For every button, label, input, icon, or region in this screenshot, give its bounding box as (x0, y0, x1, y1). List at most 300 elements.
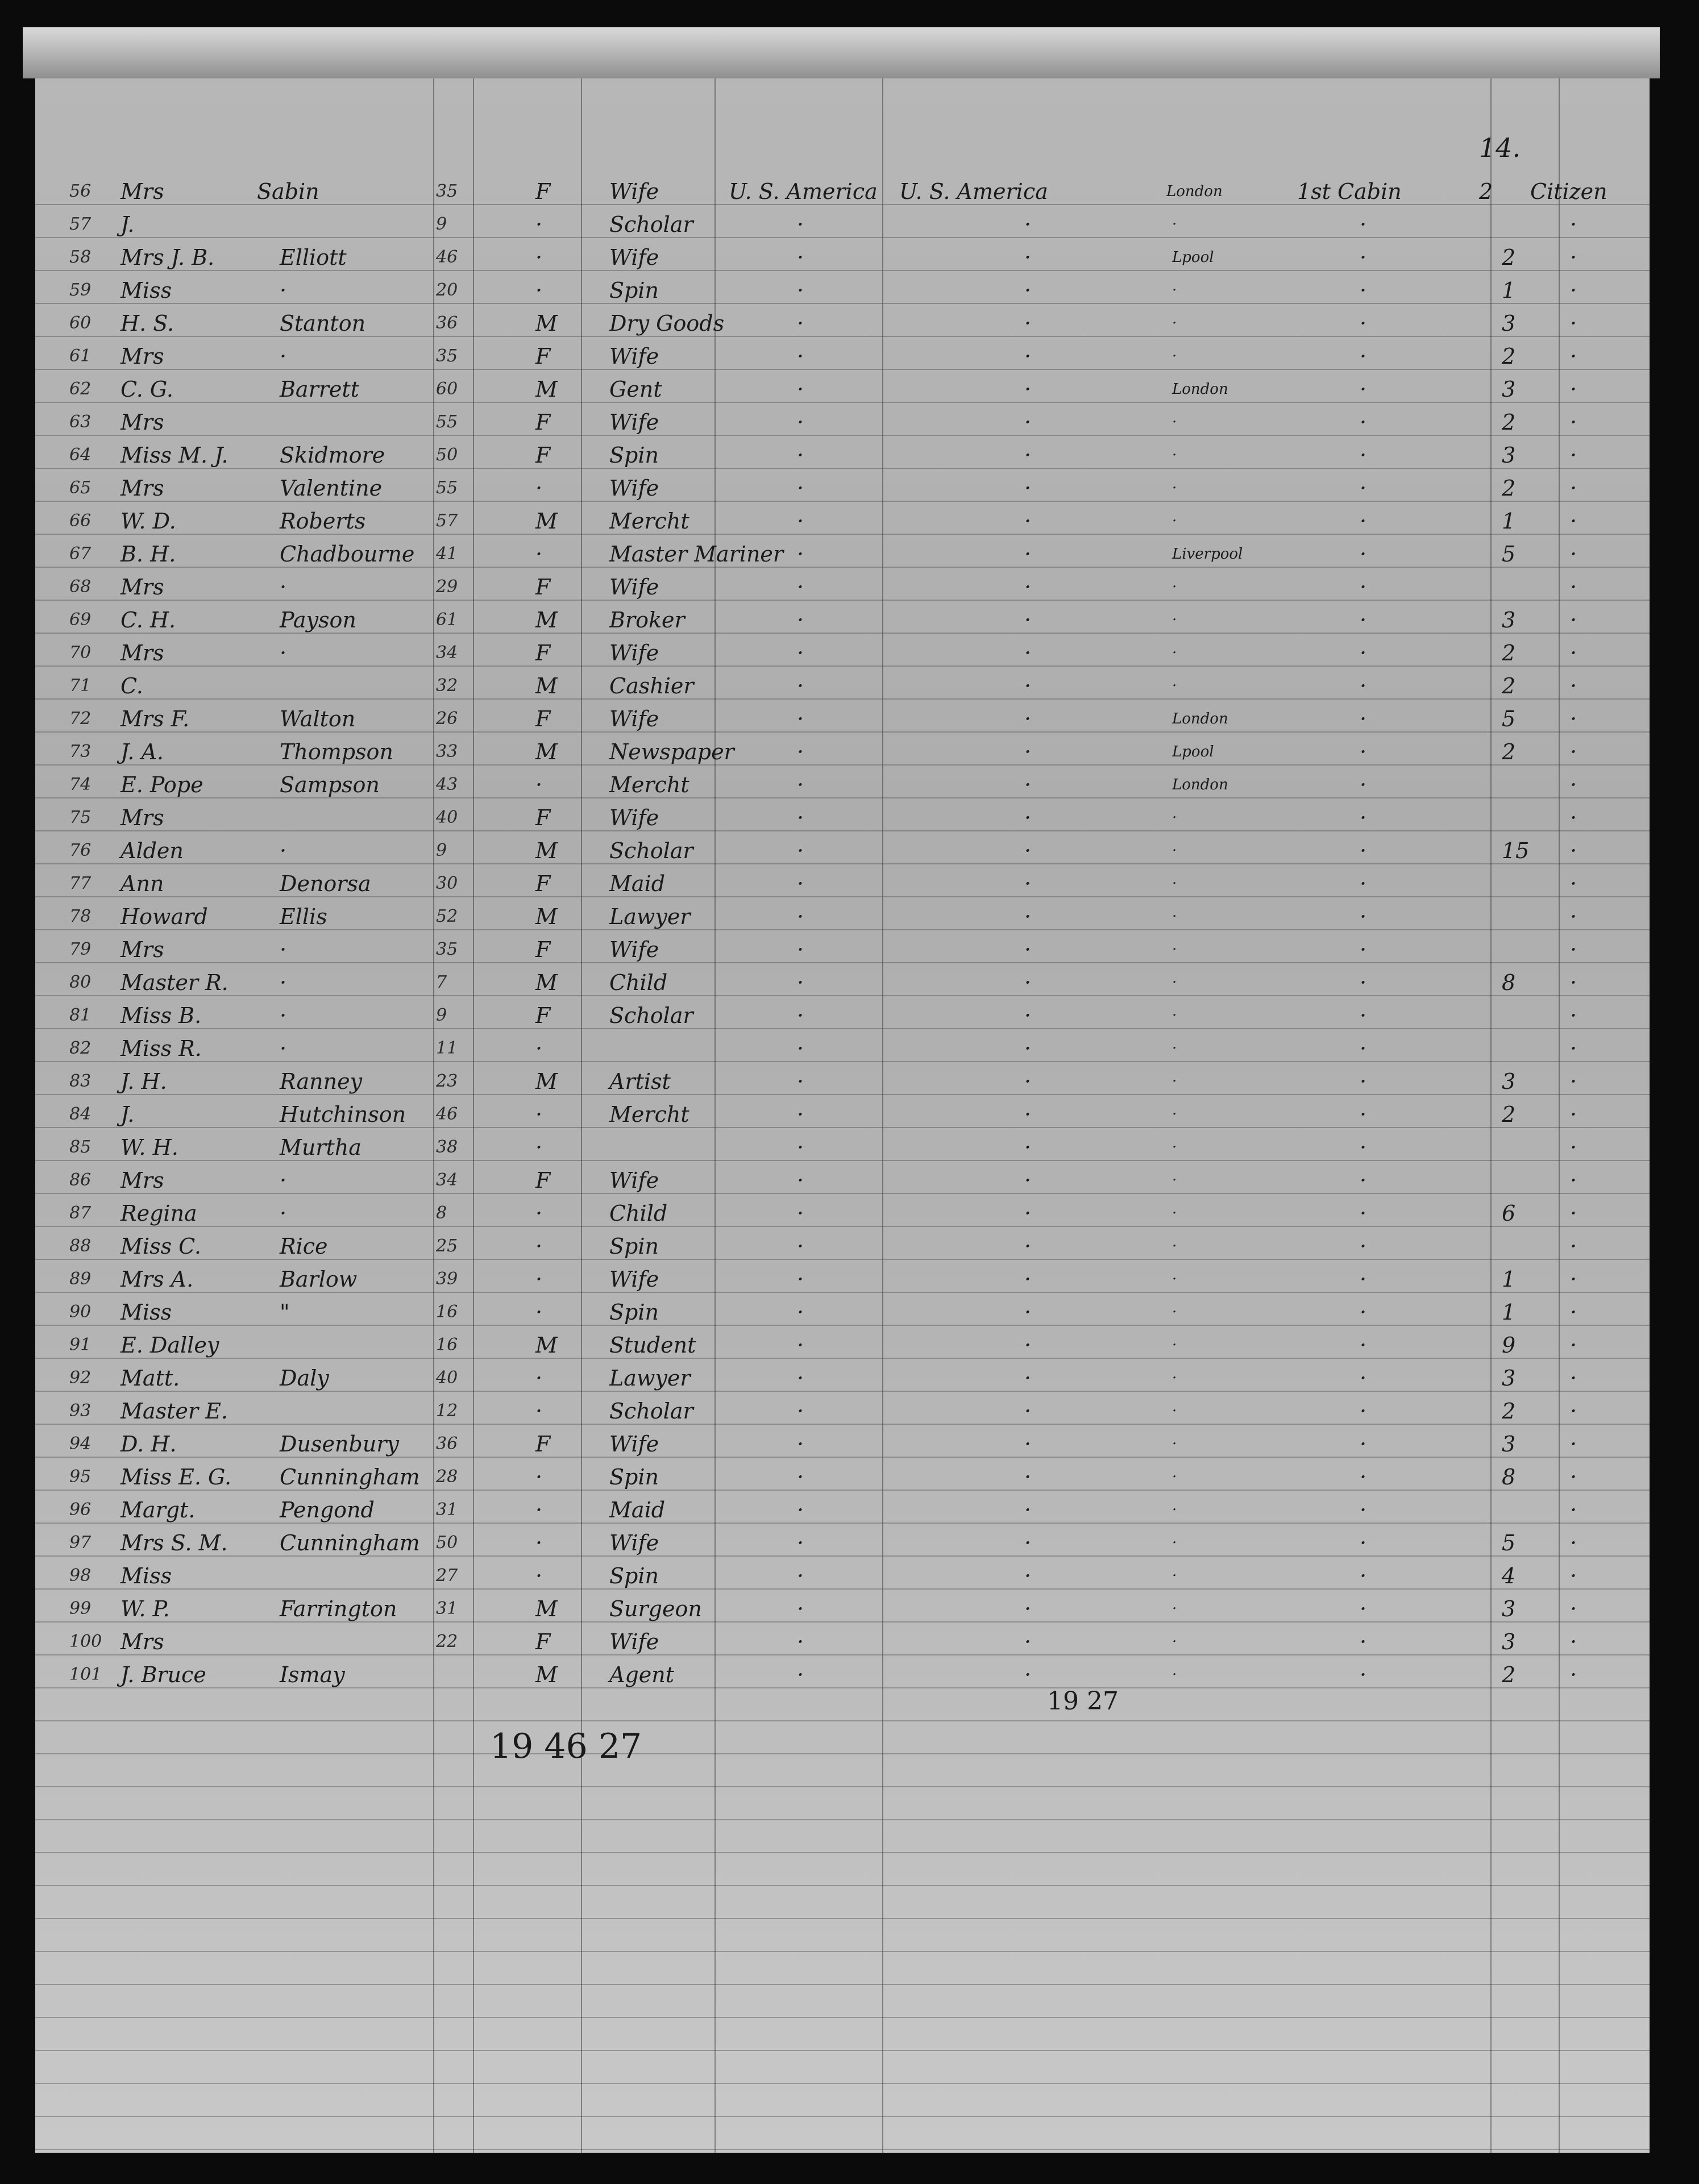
embark-port: · (1172, 908, 1177, 925)
row-number: 78 (69, 906, 92, 926)
embark-port: · (1172, 611, 1177, 629)
packages: 3 (1502, 1366, 1516, 1391)
citizen-mark: · (1570, 1267, 1577, 1292)
age: 34 (436, 643, 458, 663)
row-number: 59 (69, 280, 92, 300)
packages: 1 (1502, 509, 1516, 534)
packages: 2 (1502, 344, 1516, 369)
citizen-mark: · (1570, 1300, 1577, 1325)
packages: 3 (1502, 608, 1516, 633)
occupation: Scholar (609, 212, 693, 237)
manifest-row (35, 801, 1650, 834)
manifest-row (35, 966, 1650, 999)
manifest-row (35, 1362, 1650, 1395)
citizen-mark: · (1570, 542, 1577, 567)
row-number: 62 (69, 379, 92, 399)
packages: 2 (1479, 179, 1493, 204)
manifest-row (35, 1461, 1650, 1494)
surname: Payson (280, 608, 356, 633)
sex: F (535, 344, 551, 369)
given-name: Mrs (121, 344, 164, 369)
country-intended: · (1024, 1563, 1032, 1588)
country-intended: · (1024, 278, 1032, 303)
sex: · (535, 1234, 543, 1259)
age: 32 (436, 676, 458, 696)
citizen-mark: · (1570, 805, 1577, 830)
manifest-row (35, 604, 1650, 637)
surname: Farrington (280, 1596, 397, 1621)
country-intended: · (1024, 739, 1032, 764)
country-intended: · (1024, 608, 1032, 633)
given-name: Mrs (121, 476, 164, 501)
embark-port: Liverpool (1172, 546, 1243, 563)
row-number: 100 (69, 1632, 102, 1651)
citizen-mark: · (1570, 575, 1577, 600)
cabin-class: · (1360, 1662, 1367, 1687)
surname: · (280, 970, 287, 995)
country-belonging: · (797, 509, 804, 534)
age: 46 (436, 247, 458, 267)
packages: 2 (1502, 410, 1516, 435)
given-name: J. (121, 1102, 135, 1127)
row-number: 98 (69, 1566, 92, 1586)
row-number: 58 (69, 247, 92, 267)
given-name: Mrs S. M. (121, 1530, 228, 1555)
cabin-class: · (1360, 245, 1367, 270)
ledger-sheet (35, 78, 1650, 2153)
country-belonging: · (797, 1662, 804, 1687)
manifest-row (35, 1526, 1650, 1559)
cabin-class: · (1360, 1168, 1367, 1193)
manifest-row (35, 1428, 1650, 1461)
country-intended: · (1024, 575, 1032, 600)
packages: 8 (1502, 970, 1516, 995)
manifest-row (35, 340, 1650, 373)
country-intended: · (1024, 1399, 1032, 1424)
sex: M (535, 1662, 558, 1687)
row-number: 85 (69, 1137, 92, 1157)
given-name: Mrs (121, 410, 164, 435)
age: 61 (436, 610, 458, 630)
given-name: Miss R. (121, 1036, 202, 1061)
embark-port: · (1172, 1007, 1177, 1024)
citizen-mark: · (1570, 1662, 1577, 1687)
given-name: Master R. (121, 970, 229, 995)
country-intended: · (1024, 344, 1032, 369)
citizen-mark: · (1570, 509, 1577, 534)
ruled-line (35, 1720, 1650, 1721)
age: 20 (436, 280, 458, 300)
row-number: 76 (69, 841, 92, 860)
age: 9 (436, 841, 447, 860)
manifest-row (35, 373, 1650, 406)
row-number: 63 (69, 412, 92, 432)
sex: · (535, 1530, 543, 1555)
given-name: C. (121, 673, 143, 698)
citizen-mark: · (1570, 212, 1577, 237)
surname: Chadbourne (280, 542, 415, 567)
ruled-line (35, 2083, 1650, 2084)
country-intended: · (1024, 1102, 1032, 1127)
occupation: Gent (609, 377, 662, 402)
binding-strip (23, 27, 1660, 78)
country-intended: · (1024, 970, 1032, 995)
row-number: 72 (69, 709, 92, 729)
occupation: Wife (609, 179, 659, 204)
row-number: 89 (69, 1269, 92, 1289)
embark-port: · (1172, 875, 1177, 892)
sex: F (535, 1432, 551, 1457)
occupation: Spin (609, 443, 659, 468)
country-belonging: · (797, 805, 804, 830)
cabin-class: 1st Cabin (1297, 179, 1402, 204)
sex: M (535, 673, 558, 698)
row-number: 77 (69, 873, 92, 893)
country-belonging: · (797, 377, 804, 402)
surname: Ranney (280, 1069, 363, 1094)
embark-port: · (1172, 809, 1177, 826)
manifest-row (35, 735, 1650, 768)
packages: 9 (1502, 1333, 1516, 1358)
sex: M (535, 377, 558, 402)
country-intended: · (1024, 1003, 1032, 1028)
packages: 3 (1502, 1629, 1516, 1654)
ruled-line (35, 1786, 1650, 1787)
citizen-mark: · (1570, 1036, 1577, 1061)
given-name: Regina (121, 1201, 197, 1226)
row-number: 70 (69, 643, 92, 663)
surname: · (280, 1003, 287, 1028)
age: 41 (436, 544, 458, 564)
citizen-mark: · (1570, 1399, 1577, 1424)
sex: M (535, 311, 558, 336)
occupation: Wife (609, 640, 659, 665)
age: 16 (436, 1302, 458, 1322)
citizen-mark: · (1570, 739, 1577, 764)
age: 36 (436, 1434, 458, 1454)
row-number: 90 (69, 1302, 92, 1322)
row-number: 67 (69, 544, 92, 564)
country-belonging: · (797, 1530, 804, 1555)
given-name: E. Dalley (121, 1333, 219, 1358)
packages: 3 (1502, 1069, 1516, 1094)
country-belonging: U. S. America (729, 179, 878, 204)
country-intended: · (1024, 937, 1032, 962)
row-number: 79 (69, 939, 92, 959)
manifest-row (35, 834, 1650, 867)
age: 22 (436, 1632, 458, 1651)
cabin-class: · (1360, 1596, 1367, 1621)
age: 55 (436, 478, 458, 498)
citizen-mark: · (1570, 410, 1577, 435)
sex: F (535, 410, 551, 435)
embark-port: · (1172, 1370, 1177, 1387)
packages: 1 (1502, 278, 1516, 303)
surname: · (280, 640, 287, 665)
given-name: Howard (121, 904, 208, 929)
manifest-row (35, 307, 1650, 340)
country-intended: · (1024, 476, 1032, 501)
age: 39 (436, 1269, 458, 1289)
cabin-class: · (1360, 311, 1367, 336)
embark-port: · (1172, 1271, 1177, 1288)
ruled-line (35, 2149, 1650, 2150)
manifest-row (35, 274, 1650, 307)
manifest-row (35, 1164, 1650, 1197)
embark-port: London (1172, 381, 1228, 398)
manifest-row (35, 702, 1650, 735)
surname: Elliott (280, 245, 347, 270)
cabin-class: · (1360, 871, 1367, 896)
given-name: C. G. (121, 377, 173, 402)
cabin-class: · (1360, 1399, 1367, 1424)
country-belonging: · (797, 212, 804, 237)
row-number: 101 (69, 1665, 102, 1684)
country-belonging: · (797, 410, 804, 435)
cabin-class: · (1360, 937, 1367, 962)
embark-port: · (1172, 315, 1177, 332)
manifest-row (35, 1625, 1650, 1658)
embark-port: · (1172, 447, 1177, 464)
age: 40 (436, 1368, 458, 1388)
embark-port: · (1172, 1172, 1177, 1189)
country-belonging: · (797, 937, 804, 962)
ruled-line (35, 1819, 1650, 1820)
given-name: Ann (121, 871, 164, 896)
citizen-mark: · (1570, 706, 1577, 731)
sex: · (535, 1267, 543, 1292)
occupation: Mercht (609, 1102, 689, 1127)
packages: 15 (1502, 838, 1530, 863)
given-name: Mrs (121, 1629, 164, 1654)
manifest-row (35, 900, 1650, 933)
sex: F (535, 1168, 551, 1193)
country-belonging: · (797, 1102, 804, 1127)
embark-port: London (1166, 183, 1223, 200)
country-intended: · (1024, 377, 1032, 402)
surname: Hutchinson (280, 1102, 406, 1127)
citizen-mark: · (1570, 673, 1577, 698)
citizen-mark: · (1570, 871, 1577, 896)
age: 12 (436, 1401, 458, 1421)
country-belonging: · (797, 970, 804, 995)
packages: 2 (1502, 739, 1516, 764)
occupation: Wife (609, 410, 659, 435)
manifest-row (35, 933, 1650, 966)
surname: Sampson (280, 772, 380, 797)
sex: · (535, 1563, 543, 1588)
row-number: 60 (69, 313, 92, 333)
cabin-class: · (1360, 344, 1367, 369)
row-number: 65 (69, 478, 92, 498)
embark-port: · (1172, 1666, 1177, 1683)
age: 31 (436, 1599, 458, 1619)
ruled-line (35, 1852, 1650, 1853)
given-name: D. H. (121, 1432, 177, 1457)
age: 35 (436, 181, 458, 201)
surname: Valentine (280, 476, 383, 501)
cabin-class: · (1360, 706, 1367, 731)
embark-port: · (1172, 842, 1177, 859)
sex: · (535, 1135, 543, 1160)
embark-port: · (1172, 348, 1177, 365)
row-number: 84 (69, 1104, 92, 1124)
citizen-mark: · (1570, 1234, 1577, 1259)
row-number: 71 (69, 676, 92, 696)
packages: 3 (1502, 1596, 1516, 1621)
sex: · (535, 212, 543, 237)
cabin-class: · (1360, 805, 1367, 830)
age: 11 (436, 1038, 458, 1058)
occupation: Maid (609, 1497, 666, 1522)
manifest-row (35, 1592, 1650, 1625)
page-number: 14. (1479, 132, 1521, 163)
cabin-class: · (1360, 772, 1367, 797)
surname: Barrett (280, 377, 359, 402)
occupation: Broker (609, 608, 685, 633)
given-name: Alden (121, 838, 184, 863)
country-intended: · (1024, 212, 1032, 237)
country-belonging: · (797, 871, 804, 896)
given-name: J. (121, 212, 135, 237)
country-belonging: · (797, 739, 804, 764)
manifest-row (35, 538, 1650, 571)
country-intended: · (1024, 673, 1032, 698)
manifest-row (35, 505, 1650, 538)
sex: M (535, 970, 558, 995)
occupation: Cashier (609, 673, 694, 698)
occupation: Child (609, 1201, 668, 1226)
cabin-class: · (1360, 509, 1367, 534)
country-intended: · (1024, 1497, 1032, 1522)
country-intended: · (1024, 772, 1032, 797)
surname: Cunningham (280, 1465, 420, 1490)
country-belonging: · (797, 1135, 804, 1160)
cabin-class: · (1360, 1366, 1367, 1391)
surname: · (280, 1201, 287, 1226)
citizen-mark: · (1570, 772, 1577, 797)
citizen-mark: · (1570, 245, 1577, 270)
cabin-class: · (1360, 443, 1367, 468)
manifest-row (35, 1296, 1650, 1329)
row-number: 96 (69, 1500, 92, 1520)
age: 34 (436, 1170, 458, 1190)
country-intended: · (1024, 1333, 1032, 1358)
country-intended: · (1024, 1465, 1032, 1490)
occupation: Spin (609, 278, 659, 303)
country-belonging: · (797, 443, 804, 468)
row-number: 88 (69, 1236, 92, 1256)
packages: 2 (1502, 245, 1516, 270)
given-name: Mrs (121, 640, 164, 665)
row-number: 81 (69, 1005, 92, 1025)
occupation: Agent (609, 1662, 674, 1687)
country-belonging: · (797, 1300, 804, 1325)
given-name: J. Bruce (121, 1662, 206, 1687)
citizen-mark: · (1570, 344, 1577, 369)
age: 30 (436, 873, 458, 893)
surname: Walton (280, 706, 356, 731)
country-belonging: · (797, 1201, 804, 1226)
sex: · (535, 1497, 543, 1522)
manifest-row (35, 637, 1650, 669)
age: 60 (436, 379, 458, 399)
country-intended: · (1024, 1036, 1032, 1061)
occupation: Spin (609, 1300, 659, 1325)
manifest-row (35, 439, 1650, 472)
age: 23 (436, 1071, 458, 1091)
given-name: Miss B. (121, 1003, 202, 1028)
given-name: Miss (121, 278, 172, 303)
row-number: 66 (69, 511, 92, 531)
country-belonging: · (797, 1399, 804, 1424)
given-name: Mrs (121, 575, 164, 600)
given-name: W. D. (121, 509, 176, 534)
packages: 8 (1502, 1465, 1516, 1490)
occupation: Wife (609, 706, 659, 731)
given-name: Miss (121, 1563, 172, 1588)
sex: · (535, 1366, 543, 1391)
embark-port: · (1172, 1403, 1177, 1420)
row-number: 73 (69, 742, 92, 762)
sex: · (535, 1036, 543, 1061)
country-belonging: · (797, 1497, 804, 1522)
country-belonging: · (797, 1003, 804, 1028)
given-name: H. S. (121, 311, 175, 336)
embark-port: · (1172, 1139, 1177, 1156)
cabin-class: · (1360, 1432, 1367, 1457)
manifest-row (35, 1494, 1650, 1526)
citizen-label: Citizen (1530, 179, 1607, 204)
surname: Dusenbury (280, 1432, 399, 1457)
country-belonging: · (797, 640, 804, 665)
embark-port: · (1172, 579, 1177, 596)
manifest-header-row (35, 175, 1650, 208)
country-belonging: · (797, 278, 804, 303)
given-name: Mrs (121, 805, 164, 830)
ruled-line (35, 1984, 1650, 1985)
row-number: 57 (69, 214, 92, 234)
country-belonging: · (797, 904, 804, 929)
age: 9 (436, 1005, 447, 1025)
manifest-row (35, 999, 1650, 1032)
country-belonging: · (797, 1168, 804, 1193)
age: 35 (436, 346, 458, 366)
embark-port: · (1172, 644, 1177, 662)
country-belonging: · (797, 1267, 804, 1292)
embark-port: · (1172, 941, 1177, 958)
packages: 5 (1502, 706, 1516, 731)
given-name: Mrs (121, 1168, 164, 1193)
citizen-mark: · (1570, 443, 1577, 468)
surname: · (280, 575, 287, 600)
citizen-mark: · (1570, 838, 1577, 863)
embark-port: · (1172, 1040, 1177, 1057)
country-belonging: · (797, 608, 804, 633)
packages: 5 (1502, 542, 1516, 567)
sex: · (535, 245, 543, 270)
packages: 2 (1502, 1662, 1516, 1687)
country-intended: · (1024, 871, 1032, 896)
occupation: Spin (609, 1465, 659, 1490)
occupation: Wife (609, 1267, 659, 1292)
cabin-class: · (1360, 542, 1367, 567)
row-number: 56 (69, 181, 92, 201)
occupation: Student (609, 1333, 696, 1358)
surname: · (280, 278, 287, 303)
country-belonging: · (797, 1596, 804, 1621)
ruled-line (35, 1951, 1650, 1952)
